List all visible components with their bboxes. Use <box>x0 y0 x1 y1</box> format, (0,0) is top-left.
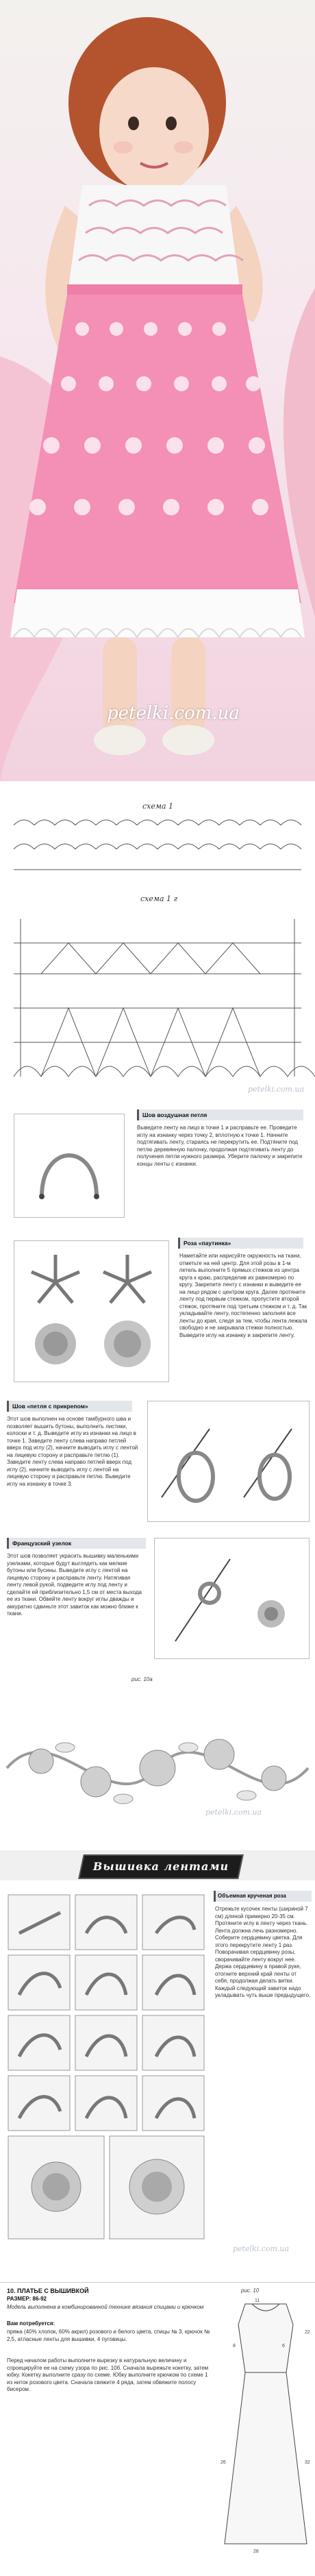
spider-rose-icon <box>14 1241 168 1382</box>
dim-3: 11 <box>255 2298 260 2303</box>
watermark-small-1: petelki.com.ua <box>248 1085 305 1094</box>
french-knot-title: Французский узелок <box>12 1540 72 1547</box>
loop-stitch-figure <box>147 1401 310 1522</box>
dim-2: 32 <box>305 2460 310 2465</box>
needle-loop-icon <box>148 1401 309 1521</box>
dress-pattern-diagram <box>218 2297 314 2564</box>
watermark: petelki.com.ua <box>107 703 240 724</box>
volume-rose-text: Отрежьте кусочек ленты (шириной 7 см) длиной примерно 20-35 см. Протяните иглу в ленту через ткань. Лента должна лечь разномерно. Соберите сердцевину цветка. Для этого перекрутите ленту 1 раз. Поворачивая сердцевину розы, сворачивайте ленту вокруг нее. Держа сердцевину в правой руке, отогните верхний край ленты от себя, продолжая делать витки. Каждый следующий завиток надо укладывать чуть выше предыдущего. <box>215 1906 311 1998</box>
materials-title: Вам потребуется: <box>7 2320 55 2327</box>
air-loop-text: Выведите ленту на лицо в точке 1 и расправьте ее. Проведите иглу на изнанку через точку 2, вплотную к точке 1. Начните подтягивать ленту, стараясь не перекрутить ее. Подтяните под петлю деревянную палочку, продолжая подтягивать ленту до получения петли нужного размера. Уберите палочку и закрепите концы ленты с изнанки. <box>137 1125 303 1167</box>
banner-plate <box>78 1854 244 1879</box>
rose-figure <box>14 1240 169 1382</box>
dim-4: 8 <box>233 2344 236 2348</box>
rose-title: Роза «паутинка» <box>184 1240 231 1247</box>
rose-band-section <box>0 1672 315 1843</box>
rose-band-illustration <box>0 1686 315 1843</box>
rose-section <box>0 1234 315 1391</box>
pattern-section <box>0 2282 315 2570</box>
pattern-size: РАЗМЕР: 86-92 <box>7 2296 47 2302</box>
chart-2 <box>0 894 315 1100</box>
loop-stitch-title: Шов «петля с прикрепом» <box>12 1403 88 1410</box>
dim-6: 28 <box>253 2549 259 2554</box>
watermark-small-2: petelki.com.ua <box>205 1808 262 1817</box>
volume-rose-steps-illustration <box>5 1892 211 2248</box>
pattern-desc: Модель выполнена в комбинированной технике вязания спицами и крючком <box>7 2304 204 2310</box>
air-loop-section <box>0 1107 315 1227</box>
french-knot-text: Этот шов позволяет украсить вышивку маленькими узелками, которые будут выглядеть как мелкие бутоны или бусины. Выведите иглу с лентой на лицевую сторону и расправьте ленту. Натягивая ленту левой рукой, подведите иглу под ленту и сделайте ей приблизительно 1,5 см от места выхода ее из ткани. Обвейте ленту вокруг иглы дважды и аккуратно сдвиньте этот завиток как можно ближе к ткани. <box>7 1553 142 1617</box>
french-knot-section <box>0 1535 315 1665</box>
chart-2-title: схема 1 г <box>140 894 178 903</box>
french-knot-figure <box>154 1538 310 1659</box>
loop-stitch-text: Этот шов выполнен на основе тамбурного шва и позволяет вышить бутоны, выполнить листики, колоски и т. д. Выведите иглу из изнанки на лицо в точке 1. Заведите ленту слева направо петлей вверх под иглу (2), начните выводить иглу с лентой на лицевую сторону и расправьте петлю (1). Заведите ленту слева направо петлей вверх под иглу (2), начните выводить иглу с лентой на лицевую сторону и расправьте петлю. Выведите иглу на изнанку в точке 3. <box>7 1416 138 1487</box>
fig-10-label: рис. 10 <box>241 2287 260 2294</box>
fig-label-rose: рис. 10а <box>131 1676 153 1682</box>
method-text: Перед началом работы выполните вырезку в натуральную величину и спроецируйте ее на схему узора по рис. 10б. Сначала вырежьте кокетку, затем юбку. Кокетку выполните сразу по схеме. Юбку выполните крючком по схеме 1 из ниток розового цвета. Сначала свяжите 4 ряда, затем обвяжите полосу бисером. <box>7 2357 209 2392</box>
dim-7: 26 <box>220 2460 226 2465</box>
divider <box>0 2282 315 2283</box>
chart-1-diagram <box>0 811 315 880</box>
loop-stitch-section <box>0 1398 315 1528</box>
dress-photo <box>0 0 315 781</box>
chart-2-diagram <box>0 905 315 1090</box>
girl-in-dress-illustration <box>0 0 315 781</box>
air-loop-figure <box>14 1114 125 1218</box>
materials-text: пряжа (40% хлопок, 60% акрил) розового и белого цвета, спицы № 3, крючок № 2,5, атласные ленты для вышивки, 4 пуговицы. <box>7 2329 210 2342</box>
air-loop-title: Шов воздушная петля <box>142 1112 207 1118</box>
banner-title: Вышивка лентами <box>92 1860 229 1873</box>
watermark-small-3: petelki.com.ua <box>233 2244 290 2253</box>
dim-5: 6 <box>282 2344 285 2348</box>
pattern-title: 10. ПЛАТЬЕ С ВЫШИВКОЙ <box>7 2287 89 2294</box>
chart-1-title: схема 1 <box>142 802 174 811</box>
ribbon-embroidery-banner <box>0 1850 315 1880</box>
ribbon-loop-icon <box>14 1114 124 1217</box>
volume-rose-section <box>0 1888 315 2272</box>
dim-1: 22 <box>305 2330 310 2335</box>
french-knot-icon <box>155 1538 309 1658</box>
volume-rose-title: Объемная крученая роза <box>218 1893 286 1899</box>
rose-text: Наметайте или нарисуйте окружность на ткани, отметьте на ней центр. Для этой розы в 1-м петель выполните 5 прямых стежков из центра круга к краю, распределив их равномерно по кругу. Закрепите ленту с изнанки и выведите ее на лицо рядом с центром круга. Далее протяните ленту под первым стежком, пропустите второй стежок, протяните под третьим стежком и т. д. Так укладывайте ленту, постепенно заполняя все ленты до края, следя за тем, чтобы лента лежала свободно и не закрывала стежки полностью. Выведите иглу на изнанку и закрепите ленту. <box>179 1253 307 1338</box>
chart-1 <box>0 802 315 877</box>
